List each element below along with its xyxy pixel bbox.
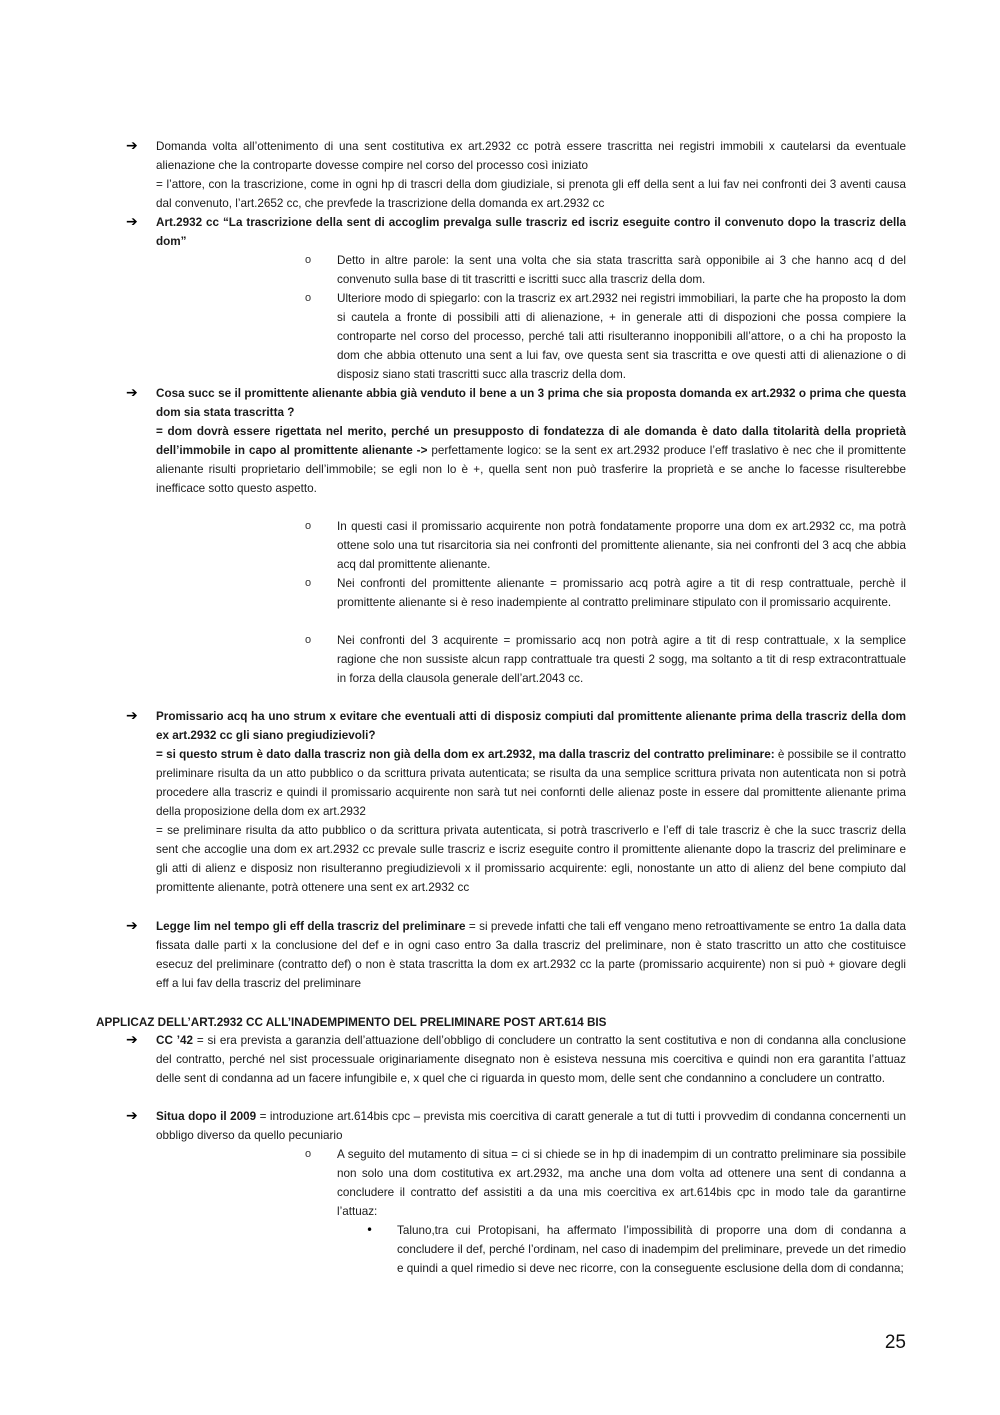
sub-list-item (305, 251, 906, 289)
bold-heading-text: Art.2932 cc “La trascrizione della sent di accoglim prevalga sulle trascriz ed iscriz eseguite contro il convenuto dopo la trascriz della dom” (156, 216, 906, 248)
paragraph-text: = l’attore, con la trascrizione, come in ogni hp di trascri della dom giudiziale, si prenota gli eff della sent a lui fav nei confronti dei 3 aventi causa dal convenuto, l’art.2652 cc, che prevfede la trascrizione della domanda ex art.2932 cc (156, 178, 906, 210)
sub-item-text: In questi casi il promissario acquirente non potrà fondatamente proporre una dom ex art.2932 cc, ma potrà ottene solo una tut risarcitoria sia nei confronti del promittente alienante, sia nei confronti del 3 acq che abbia acq dal promittente alienante. (337, 520, 906, 571)
circle-bullet-icon: o (305, 1148, 312, 1160)
arrow-bullet-icon: ➔ (126, 138, 138, 154)
circle-bullet-icon: o (305, 520, 312, 532)
arrow-item (126, 1031, 906, 1088)
page-number: 25 (884, 1332, 906, 1353)
arrow-bullet-icon: ➔ (126, 214, 138, 230)
sub-list-item (305, 574, 906, 612)
section-heading: APPLICAZ DELL’ART.2932 CC ALL’INADEMPIMENTO DEL PRELIMINARE POST ART.614 BIS (96, 1016, 607, 1029)
arrow-bullet-icon: ➔ (126, 918, 138, 934)
bullet-item-text: Taluno,tra cui Protopisani, ha affermato l’impossibilità di proporre una dom di condanna a concludere il def, perché l’ordinam, nel caso di inadempim del preliminare, prevede un det rimedio e quindi a quel rimedio si deve nec ricorre, con la conseguente esclusione della dom di condanna; (397, 1224, 906, 1275)
sub-list-item (305, 289, 906, 384)
paragraph-text: perfettamente logico: se la sent ex art.2932 produce l’eff traslativo è nec che il promittente alienante risulti proprietario dell’immobile; se egli non lo è +, quella sent non può trasferire la proprietà e se anche lo facesse risulterebbe inefficace sotto questo aspetto. (156, 444, 906, 495)
circle-bullet-icon: o (305, 254, 312, 266)
paragraph-text: = se preliminare risulta da atto pubblico o da scrittura privata autenticata, si potrà trascriverlo e l’eff di tale trascriz è che la succ trascriz della sent che accoglie una dom ex art.2932 cc prevale sulle trascriz e iscriz eseguite contro il promittente alienante dopo la trascriz del preliminare e gli atti di alienz e disposiz non risulteranno pregiudizievoli x il promissario acquirente: egli, nonostante un atto di alienz del bene compiuto dal promittente alienante, potrà ottenere una sent ex art.2932 cc (156, 824, 906, 894)
circle-bullet-icon: o (305, 634, 312, 646)
paragraph-text: Domanda volta all’ottenimento di una sent costitutiva ex art.2932 cc potrà essere trascritta nei registri immobili x cautelarsi da eventuale alienazione che la controparte dovesse compire nel corso del processo così iniziato (156, 140, 906, 172)
sub-item-text: Nei confronti del 3 acquirente = promissario acq non potrà agire a tit di resp contrattuale, x la semplice ragione che non sussiste alcun rapp contrattuale tra questi 2 sogg, ma soltanto a tit di resp extracontrattuale in forza della clausola generale dell’art.2043 cc. (337, 634, 906, 685)
arrow-bullet-icon: ➔ (126, 1032, 138, 1048)
arrow-bullet-icon: ➔ (126, 708, 138, 724)
bold-question-text: Cosa succ se il promittente alienante abbia già venduto il bene a un 3 prima che sia proposta domanda ex art.2932 o prima che questa dom sia stata trascritta ? (156, 387, 906, 419)
bold-question-text: Promissario acq ha uno strum x evitare che eventuali atti di disposiz compiuti dal promittente alienante prima della trascriz della dom ex art.2932 cc gli siano pregiudizievoli? (156, 710, 906, 742)
sub-item-text: Detto in altre parole: la sent una volta che sia stata trascritta sarà opponibile ai 3 che hanno acq d del convenuto sulla base di tit trascritti e iscritti succ alla trascriz della dom. (337, 254, 906, 286)
bold-lead-text: CC ’42 (156, 1034, 193, 1047)
paragraph-text: = introduzione art.614bis cpc – prevista mis coercitiva di caratt generale a tut di tutti i provvedim di condanna concernenti un obbligo diverso da quello pecuniario (156, 1110, 906, 1142)
arrow-bullet-icon: ➔ (126, 1108, 138, 1124)
sub-item-text: Ulteriore modo di spiegarlo: con la trascriz ex art.2932 nei registri immobiliari, la parte che ha proposto la dom si cautela a fronte di possibili atti di alienazione, + in generale atti di dispozioni che possa compiere la controparte nel corso del processo, perché tali atti risulteranno inopponibili all’attore, o a chi ha proposto la dom che abbia ottenuto una sent a lui fav, ove questa sent sia trascritta e ove questi atti di alienazione o di disposiz siano stati trascritti succ alla trascriz della dom. (337, 292, 906, 381)
sub-list-item (305, 517, 906, 574)
circle-bullet-icon: o (305, 292, 312, 304)
paragraph-text: = si era prevista a garanzia dell’attuazione dell’obbligo di concludere un contratto la sent costitutiva e non di condanna alla conclusione del contratto, perché nel sist processuale originariamente disegnato non è esisteva nessuna mis coercitiva e quindi non era garantita l’attuaz delle sent di condanna ad un facere infungibile e, x quel che ci riguarda in questo mom, delle sent che condannino a concludere un contratto. (156, 1034, 906, 1085)
dot-bullet-icon: • (366, 1223, 374, 1237)
sub-item-text: Nei confronti del promittente alienante = promissario acq potrà agire a tit di resp contrattuale, perchè il promittente alienante si è reso inadempiente al contratto preliminare stipulato con il promissario acquirente. (337, 577, 906, 609)
sub-item-text: A seguito del mutamento di situa = ci si chiede se in hp di inadempim di un contratto preliminare sia possibile non solo una dom costitutiva ex art.2932, ma anche una dom volta ad ottenere una sent di condanna a concludere il contratto def assistiti a da una mis coercitiva ex art.614bis cpc in modo tale da garantirne l’attuaz: (337, 1148, 906, 1218)
arrow-item (126, 384, 906, 498)
circle-bullet-icon: o (305, 577, 312, 589)
arrow-item (126, 917, 906, 993)
arrow-item (126, 213, 906, 251)
arrow-bullet-icon: ➔ (126, 385, 138, 401)
bullet-list-item (366, 1221, 906, 1278)
arrow-item (126, 707, 906, 897)
arrow-item (126, 137, 906, 213)
bold-answer-text: = dom dovrà essere rigettata nel merito, perché un presupposto di fondatezza di ale domanda è dato dalla titolarità della proprietà dell’immobile in capo al promittente alienante -> (156, 425, 906, 457)
sub-list-item (305, 631, 906, 688)
paragraph-text: è possibile se il contratto preliminare risulta da un atto pubblico o da scrittura privata autenticata; se risulta da una semplice scrittura privata non autenticata non si potrà procedere alla trascriz e quindi il promissario acquirente non sarà tut nei confornti delle alienaz poste in essere dal promittente alienante prima della proposizione della dom ex art.2932 (156, 748, 906, 818)
sub-list-item (305, 1145, 906, 1221)
arrow-item (126, 1107, 906, 1145)
bold-lead-text: Legge lim nel tempo gli eff della trascriz del preliminare (156, 920, 466, 933)
paragraph-text: = si prevede infatti che tali eff vengano meno retroattivamente se entro 1a dalla data fissata dalle parti x la conclusione del def e in ogni caso entro 3a dalla trascriz del preliminare, non è stato trascritto un atto che costituisce esecuz del preliminare (contratto def) o non è stata trascritta la dom ex art.2932 cc la parte (promissario acquirente) non si può + giovare degli eff a lui fav della trascriz del preliminare (156, 920, 906, 990)
bold-answer-text: = si questo strum è dato dalla trascriz non già della dom ex art.2932, ma dalla trascriz del contratto preliminare: (156, 748, 775, 761)
bold-lead-text: Situa dopo il 2009 (156, 1110, 257, 1123)
